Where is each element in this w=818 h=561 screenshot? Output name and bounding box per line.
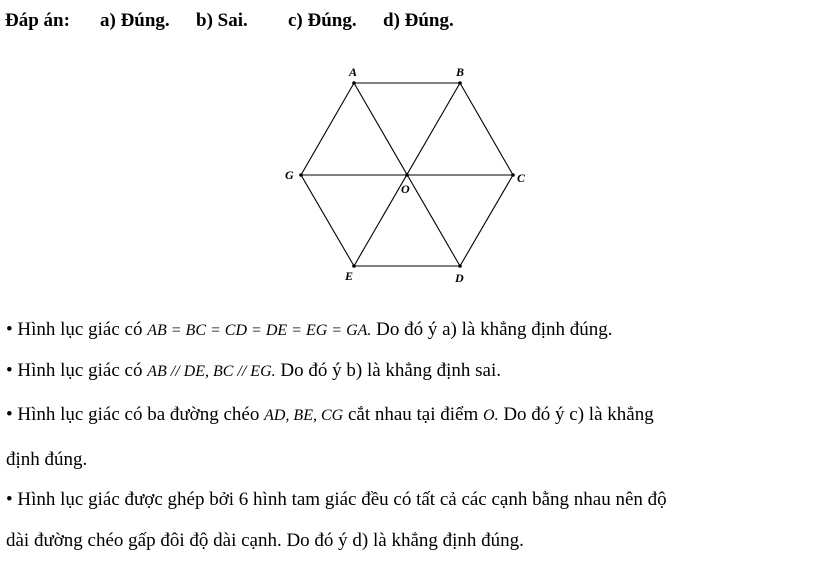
label-E: E — [345, 269, 354, 283]
math-expr: AB // DE, BC // EG. — [147, 363, 276, 380]
statement-line-4 — [6, 489, 667, 511]
statement-line-3 — [6, 404, 654, 426]
bullet: • — [6, 489, 13, 510]
math-expr: O. — [483, 407, 499, 424]
bullet: • — [6, 319, 13, 340]
point-E — [352, 264, 356, 268]
point-C — [511, 173, 515, 177]
line-text: định đúng. — [6, 449, 88, 470]
point-A — [352, 81, 356, 85]
bullet: • — [6, 360, 13, 381]
label-A: A — [349, 65, 358, 79]
line-text: Hình lục giác có — [12, 319, 148, 340]
line-text: Do đó ý c) là khẳng — [498, 404, 654, 425]
label-B: B — [456, 65, 465, 79]
answer-a: a) Đúng. — [100, 10, 170, 31]
math-expr: AD, BE, CG — [264, 407, 344, 424]
hexagon-figure — [270, 55, 540, 295]
label-D: D — [455, 271, 464, 285]
statement-line-2 — [6, 360, 501, 382]
line-text: Hình lục giác được ghép bởi 6 hình tam giác đều có tất cả các cạnh bằng nhau nên độ — [12, 489, 667, 510]
statement-line-1 — [6, 319, 613, 341]
line-text: Do đó ý b) là khẳng định sai. — [275, 360, 501, 381]
line-text: cắt nhau tại điểm — [343, 404, 484, 425]
label-O: O — [401, 182, 410, 196]
answer-d: d) Đúng. — [383, 10, 454, 31]
line-text: dài đường chéo gấp đôi độ dài cạnh. Do đó ý d) là khẳng định đúng. — [6, 530, 524, 551]
line-text: Hình lục giác có — [12, 360, 148, 381]
label-C: C — [517, 171, 526, 185]
statement-line-4-cont — [6, 530, 524, 552]
bullet: • — [6, 404, 13, 425]
point-O — [405, 173, 409, 177]
line-text: Hình lục giác có ba đường chéo — [12, 404, 265, 425]
answer-b: b) Sai. — [196, 10, 248, 31]
answer-prefix: Đáp án: — [5, 10, 70, 31]
label-G: G — [285, 168, 294, 182]
statement-line-3-cont — [6, 449, 87, 471]
point-G — [299, 173, 303, 177]
answer-c: c) Đúng. — [288, 10, 357, 31]
point-B — [458, 81, 462, 85]
point-D — [458, 264, 462, 268]
line-text: Do đó ý a) là khẳng định đúng. — [371, 319, 613, 340]
math-expr: AB = BC = CD = DE = EG = GA. — [147, 322, 372, 339]
